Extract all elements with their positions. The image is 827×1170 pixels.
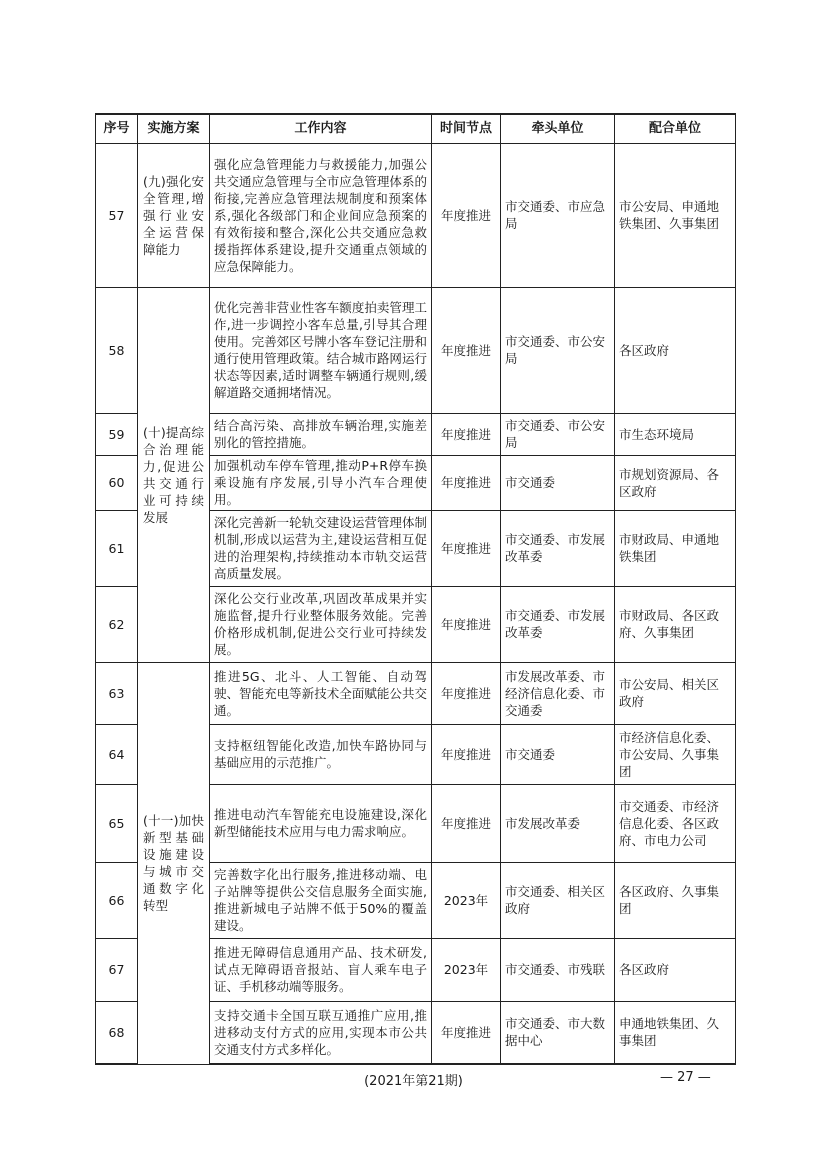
row-number: 67 xyxy=(96,938,138,1001)
row-number: 65 xyxy=(96,784,138,862)
header-content: 工作内容 xyxy=(210,114,432,143)
row-number: 57 xyxy=(96,143,138,287)
header-time: 时间节点 xyxy=(432,114,501,143)
lead-unit-cell: 市交通委、市残联 xyxy=(501,938,615,1001)
lead-unit-cell: 市交通委、市发展改革委 xyxy=(501,586,615,662)
content-cell: 推进5G、北斗、人工智能、自动驾驶、智能充电等新技术全面赋能公共交通。 xyxy=(210,662,432,724)
lead-unit-cell: 市交通委、市应急局 xyxy=(501,143,615,287)
header-coop-unit: 配合单位 xyxy=(615,114,736,143)
content-cell: 推进无障碍信息通用产品、技术研发,试点无障碍语音报站、盲人乘车电子证、手机移动端等服务。 xyxy=(210,938,432,1001)
time-cell: 年度推进 xyxy=(432,510,501,586)
plan-cell: (十一)加快新型基础设施建设与城市交通数字化转型 xyxy=(138,662,210,1064)
time-cell: 年度推进 xyxy=(432,784,501,862)
row-number: 64 xyxy=(96,724,138,784)
time-cell: 年度推进 xyxy=(432,662,501,724)
lead-unit-cell: 市交通委、市公安局 xyxy=(501,287,615,413)
content-cell: 支持交通卡全国互联互通推广应用,推进移动支付方式的应用,实现本市公共交通支付方式多样化。 xyxy=(210,1001,432,1064)
lead-unit-cell: 市发展改革委、市经济信息化委、市交通委 xyxy=(501,662,615,724)
coop-unit-cell: 市财政局、各区政府、久事集团 xyxy=(615,586,736,662)
content-cell: 优化完善非营业性客车额度拍卖管理工作,进一步调控小客车总量,引导其合理使用。完善郊区号牌小客车登记注册和通行使用管理政策。结合城市路网运行状态等因素,适时调整车辆通行规则,缓解道路交通拥堵情况。 xyxy=(210,287,432,413)
row-number: 59 xyxy=(96,413,138,455)
row-number: 66 xyxy=(96,862,138,938)
row-number: 58 xyxy=(96,287,138,413)
coop-unit-cell: 市公安局、申通地铁集团、久事集团 xyxy=(615,143,736,287)
time-cell: 2023年 xyxy=(432,862,501,938)
coop-unit-cell: 市公安局、相关区政府 xyxy=(615,662,736,724)
time-cell: 年度推进 xyxy=(432,724,501,784)
content-cell: 深化公交行业改革,巩固改革成果并实施监督,提升行业整体服务效能。完善价格形成机制,促进公交行业可持续发展。 xyxy=(210,586,432,662)
coop-unit-cell: 市交通委、市经济信息化委、各区政府、市电力公司 xyxy=(615,784,736,862)
plan-cell: (十)提高综合治理能力,促进公共交通行业可持续发展 xyxy=(138,287,210,662)
plan-cell: (九)强化安全管理,增强行业安全运营保障能力 xyxy=(138,143,210,287)
row-number: 62 xyxy=(96,586,138,662)
lead-unit-cell: 市交通委、相关区政府 xyxy=(501,862,615,938)
coop-unit-cell: 各区政府、久事集团 xyxy=(615,862,736,938)
issue-label: (2021年第21期) xyxy=(364,1074,463,1089)
lead-unit-cell: 市交通委 xyxy=(501,455,615,510)
content-cell: 强化应急管理能力与救援能力,加强公共交通应急管理与全市应急管理体系的衔接,完善应急管理法规制度和预案体系,强化各级部门和企业间应急预案的有效衔接和整合,深化公共交通应急救援指挥体系建设,提升交通重点领域的应急保障能力。 xyxy=(210,143,432,287)
lead-unit-cell: 市交通委、市发展改革委 xyxy=(501,510,615,586)
coop-unit-cell: 市生态环境局 xyxy=(615,413,736,455)
row-number: 61 xyxy=(96,510,138,586)
time-cell: 年度推进 xyxy=(432,1001,501,1064)
lead-unit-cell: 市交通委、市公安局 xyxy=(501,413,615,455)
time-cell: 年度推进 xyxy=(432,287,501,413)
content-cell: 支持枢纽智能化改造,加快车路协同与基础应用的示范推广。 xyxy=(210,724,432,784)
header-lead-unit: 牵头单位 xyxy=(501,114,615,143)
page-number: — 27 — xyxy=(660,1070,711,1085)
table-row xyxy=(96,287,736,413)
lead-unit-cell: 市交通委 xyxy=(501,724,615,784)
time-cell: 2023年 xyxy=(432,938,501,1001)
coop-unit-cell: 市规划资源局、各区政府 xyxy=(615,455,736,510)
lead-unit-cell: 市交通委、市大数据中心 xyxy=(501,1001,615,1064)
coop-unit-cell: 各区政府 xyxy=(615,287,736,413)
row-number: 63 xyxy=(96,662,138,724)
table-row xyxy=(96,143,736,287)
time-cell: 年度推进 xyxy=(432,413,501,455)
time-cell: 年度推进 xyxy=(432,143,501,287)
header-plan: 实施方案 xyxy=(138,114,210,143)
content-cell: 加强机动车停车管理,推动P+R停车换乘设施有序发展,引导小汽车合理使用。 xyxy=(210,455,432,510)
content-cell: 完善数字化出行服务,推进移动端、电子站牌等提供公交信息服务全面实施,推进新城电子站牌不低于50%的覆盖建设。 xyxy=(210,862,432,938)
header-no: 序号 xyxy=(96,114,138,143)
lead-unit-cell: 市发展改革委 xyxy=(501,784,615,862)
time-cell: 年度推进 xyxy=(432,586,501,662)
coop-unit-cell: 各区政府 xyxy=(615,938,736,1001)
time-cell: 年度推进 xyxy=(432,455,501,510)
coop-unit-cell: 申通地铁集团、久事集团 xyxy=(615,1001,736,1064)
table-header-row xyxy=(96,114,736,143)
coop-unit-cell: 市财政局、申通地铁集团 xyxy=(615,510,736,586)
content-cell: 结合高污染、高排放车辆治理,实施差别化的管控措施。 xyxy=(210,413,432,455)
coop-unit-cell: 市经济信息化委、市公安局、久事集团 xyxy=(615,724,736,784)
work-plan-table xyxy=(95,113,736,1065)
content-cell: 推进电动汽车智能充电设施建设,深化新型储能技术应用与电力需求响应。 xyxy=(210,784,432,862)
row-number: 68 xyxy=(96,1001,138,1064)
row-number: 60 xyxy=(96,455,138,510)
content-cell: 深化完善新一轮轨交建设运营管理体制机制,形成以运营为主,建设运营相互促进的治理架构,持续推动本市轨交运营高质量发展。 xyxy=(210,510,432,586)
table-row xyxy=(96,662,736,724)
